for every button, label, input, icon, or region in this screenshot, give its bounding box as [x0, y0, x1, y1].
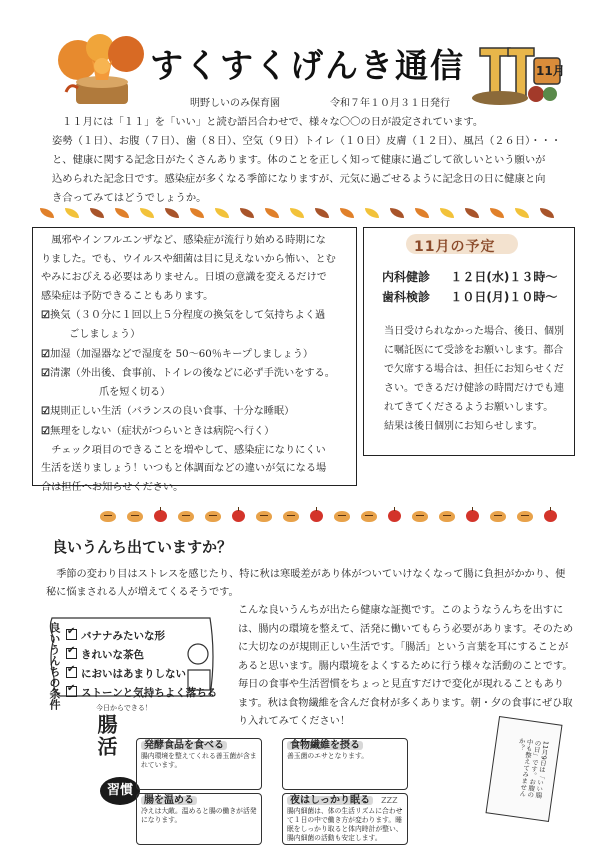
- leaf-icon: [515, 208, 529, 218]
- box-text-line: 風邪やインフルエンザなど、感染症が流行り始める時期にな: [51, 235, 326, 246]
- checkbox-icon: [66, 667, 77, 678]
- header-illustration-right: [470, 28, 570, 108]
- checkbox-icon: ☑: [41, 367, 51, 380]
- schedule-box: [363, 227, 575, 456]
- apple-icon: [310, 510, 323, 522]
- checkbox-icon: [66, 686, 77, 697]
- tip-heading: 食物繊維を摂る: [287, 741, 363, 750]
- checklist-text: 無理をしない（症状がつらいときは病院へ行く）: [50, 425, 275, 437]
- checklist-text: 換気（３０分に１回以上５分程度の換気をして気持ちよく過: [50, 310, 326, 322]
- notepad-text: 11月9日は「いい腸の日」です。お腹の中も整えてみませんか？: [516, 737, 550, 799]
- poop-condition-text: きれいな茶色: [81, 649, 144, 661]
- leaf-icon: [240, 208, 254, 218]
- apple-icon: [544, 510, 557, 522]
- leaf-icon: [140, 208, 154, 218]
- leaf-divider: [40, 208, 554, 218]
- leaf-icon: [315, 208, 329, 218]
- poop-condition-item: [66, 647, 144, 662]
- leaf-icon: [115, 208, 129, 218]
- tip-card: [136, 793, 262, 845]
- leaf-icon: [540, 208, 554, 218]
- intro-paragraph: [52, 113, 564, 208]
- leaf-icon: [265, 208, 279, 218]
- checklist-text: 加湿（加湿器などで湿度を 50～60％キープしましょう）: [50, 348, 314, 360]
- checklist-item: [41, 402, 348, 422]
- poop-condition-item: [66, 628, 165, 643]
- poop-condition-text: においはあまりしない: [81, 668, 186, 680]
- tip-heading: 発酵食品を食べる: [141, 741, 227, 750]
- leaf-icon: [440, 208, 454, 218]
- tip-heading: 夜はしっかり眠る: [287, 796, 373, 805]
- checklist-text: 規則正しい生活（バランスの良い食事、十分な睡眠）: [50, 406, 295, 418]
- leaf-icon: [490, 208, 504, 218]
- bun-icon: [256, 511, 272, 522]
- bun-icon: [334, 511, 350, 522]
- chokatsu-badge: 習慣: [100, 777, 140, 805]
- checklist-item: [41, 422, 348, 442]
- leaf-icon: [290, 208, 304, 218]
- poop-condition-item: [66, 685, 217, 700]
- schedule-row: [382, 268, 557, 285]
- checklist-text: 清潔（外出後、食事前、トイレの後などに必ず手洗いをする。: [50, 368, 335, 380]
- checklist-continuation: 爪を短く切る）: [99, 386, 171, 398]
- poop-condition-text: ストーンと気持ちよく落ちる: [81, 687, 218, 699]
- apple-icon: [232, 510, 245, 522]
- section-paragraph: 季節の変わり目はストレスを感じたり、特に秋は寒暖差があり体がついていけなくなって腸に負担がかかり、便秘に悩まされる人が増えてくるそうです。: [46, 569, 566, 598]
- box-text-line: 感染症は予防できることもあります。: [41, 290, 214, 302]
- leaf-icon: [465, 208, 479, 218]
- bun-icon: [178, 511, 194, 522]
- poop-condition-text: バナナみたいな形: [81, 630, 165, 642]
- section-title: 良いうんち出ていますか？: [52, 538, 233, 556]
- schedule-row: [382, 288, 557, 305]
- bun-icon: [490, 511, 506, 522]
- bun-icon: [517, 511, 533, 522]
- bun-icon: [100, 511, 116, 522]
- tip-card: [282, 738, 408, 790]
- section-paragraph: こんな良いうんちが出たら健康な証拠です。このようなうんちを出すには、腸内の環境を整えて、活発に働いてもらう必要があります。そのために大切なのが規則正しい生活です。「腸活」という言葉を耳にすることがあると思います。腸内環境をよくするために行う様々な活動のことです。毎日の食事や生活習慣をちょっと見直すだけで変化が現れることもあります。秋は食物繊維を含んだ食材が多くあります。朝・夕の食事にぜひ取り入れてみてください！: [238, 605, 574, 727]
- box-text-line: やみにおびえる必要はありません。日頃の意識を変えるだけで: [41, 272, 327, 284]
- newsletter-title: すくすくげんき通信: [150, 46, 465, 85]
- schedule-title: 11月の予定: [414, 239, 496, 255]
- leaf-icon: [90, 208, 104, 218]
- box-closing-line: 合は担任へお知らせください。: [41, 481, 184, 493]
- bun-icon: [439, 511, 455, 522]
- leaf-icon: [390, 208, 404, 218]
- bun-icon: [412, 511, 428, 522]
- tip-card: [136, 738, 262, 790]
- apple-icon: [154, 510, 167, 522]
- checkbox-icon: [66, 629, 77, 640]
- good-poop-title: 良いうんちの条件: [48, 622, 61, 710]
- leaf-icon: [165, 208, 179, 218]
- intro-line: き合ってみてはどうでしょうか。: [52, 192, 207, 204]
- bun-icon: [283, 511, 299, 522]
- box-text-line: りました。でも、ウイルスや細菌は目に見えないから怖い、とむ: [41, 253, 336, 265]
- intro-line: 込められた記念日です。感染症が多くなる季節になりますが、元気に過ごせるように記念日の日に健康と向: [52, 173, 546, 185]
- chokatsu-label: 腸活: [94, 714, 118, 758]
- chokatsu-tag: 今日からできる！: [96, 704, 152, 712]
- schedule-label: 内科健診: [382, 270, 431, 284]
- infection-prevention-box: [32, 227, 357, 493]
- tip-text: 善玉菌のエサとなります。: [287, 752, 369, 760]
- checkbox-icon: ☑: [41, 405, 51, 418]
- leaf-icon: [215, 208, 229, 218]
- leaf-icon: [340, 208, 354, 218]
- apple-icon: [388, 510, 401, 522]
- tip-text: 腸内環境を整えてくれる善玉菌が含まれています。: [141, 752, 257, 769]
- checkbox-icon: ☑: [41, 309, 51, 322]
- checklist-item: [41, 364, 348, 384]
- bun-icon: [205, 511, 221, 522]
- bun-icon: [361, 511, 377, 522]
- tip-text: 腸内細菌は、体の生活リズムに合わせて１日の中で働き方が変わります。睡眠をしっかり取ると体内時計が整い、腸内細菌の活動も安定します。: [287, 807, 403, 842]
- bun-icon: [127, 511, 143, 522]
- intro-line: と、健康に関する記念日がたくさんあります。体のことを正しく知って健康に過ごして欲しいという願いが: [52, 154, 546, 166]
- schedule-note: 当日受けられなかった場合、後日、個別に嘱託医にて受診をお願いします。都合で欠席する場合は、担任にお知らせください。できるだけ健診の時間だけでも連れてきてくださるようお願いします。 結果は後日個別にお知らせします。: [384, 326, 564, 432]
- leaf-icon: [190, 208, 204, 218]
- checkbox-icon: ☑: [41, 347, 51, 360]
- box-closing-line: 生活を送りましょう！いつもと体調面などの違いが気になる場: [41, 463, 327, 475]
- schedule-date: １２日(水)１３時～: [450, 270, 558, 284]
- tip-text: 冷えは大敵。温めると腸の働きが活発になります。: [141, 807, 257, 824]
- issue-date: 令和７年１０月３１日発行: [330, 98, 450, 109]
- intro-line: １１月には「１１」を「いい」と読む語呂合わせで、様々な〇〇の日が設定されています。: [62, 116, 484, 128]
- leaf-icon: [65, 208, 79, 218]
- intro-line: 姿勢（１日）、お腹（７日）、歯（８日）、空気（９日）トイレ（１０日）皮膚（１２日）、風呂（２６日）・・・: [52, 135, 562, 147]
- leaf-icon: [415, 208, 429, 218]
- apple-icon: [466, 510, 479, 522]
- month-badge-text: 11月: [536, 64, 565, 78]
- leaf-icon: [40, 208, 54, 218]
- tip-heading: 腸を温める: [141, 796, 197, 805]
- checklist-continuation: ごしましょう）: [69, 328, 141, 340]
- schedule-date: １０日(月)１０時～: [450, 290, 558, 304]
- bun-apple-divider: [100, 510, 557, 522]
- zzz-text: ZZZ: [381, 796, 398, 805]
- checkbox-icon: ☑: [41, 424, 51, 437]
- schedule-label: 歯科検診: [382, 290, 431, 304]
- header-illustration-left: [56, 30, 151, 110]
- box-closing-line: チェック項目のできることを増やして、感染症になりにくい: [51, 444, 326, 456]
- checklist-item: [41, 306, 348, 326]
- school-name: 明野しいのみ保育園: [190, 98, 280, 109]
- poop-condition-item: [66, 666, 186, 681]
- tip-card: [282, 793, 408, 845]
- checklist-item: [41, 345, 348, 365]
- checkbox-icon: [66, 648, 77, 659]
- leaf-icon: [365, 208, 379, 218]
